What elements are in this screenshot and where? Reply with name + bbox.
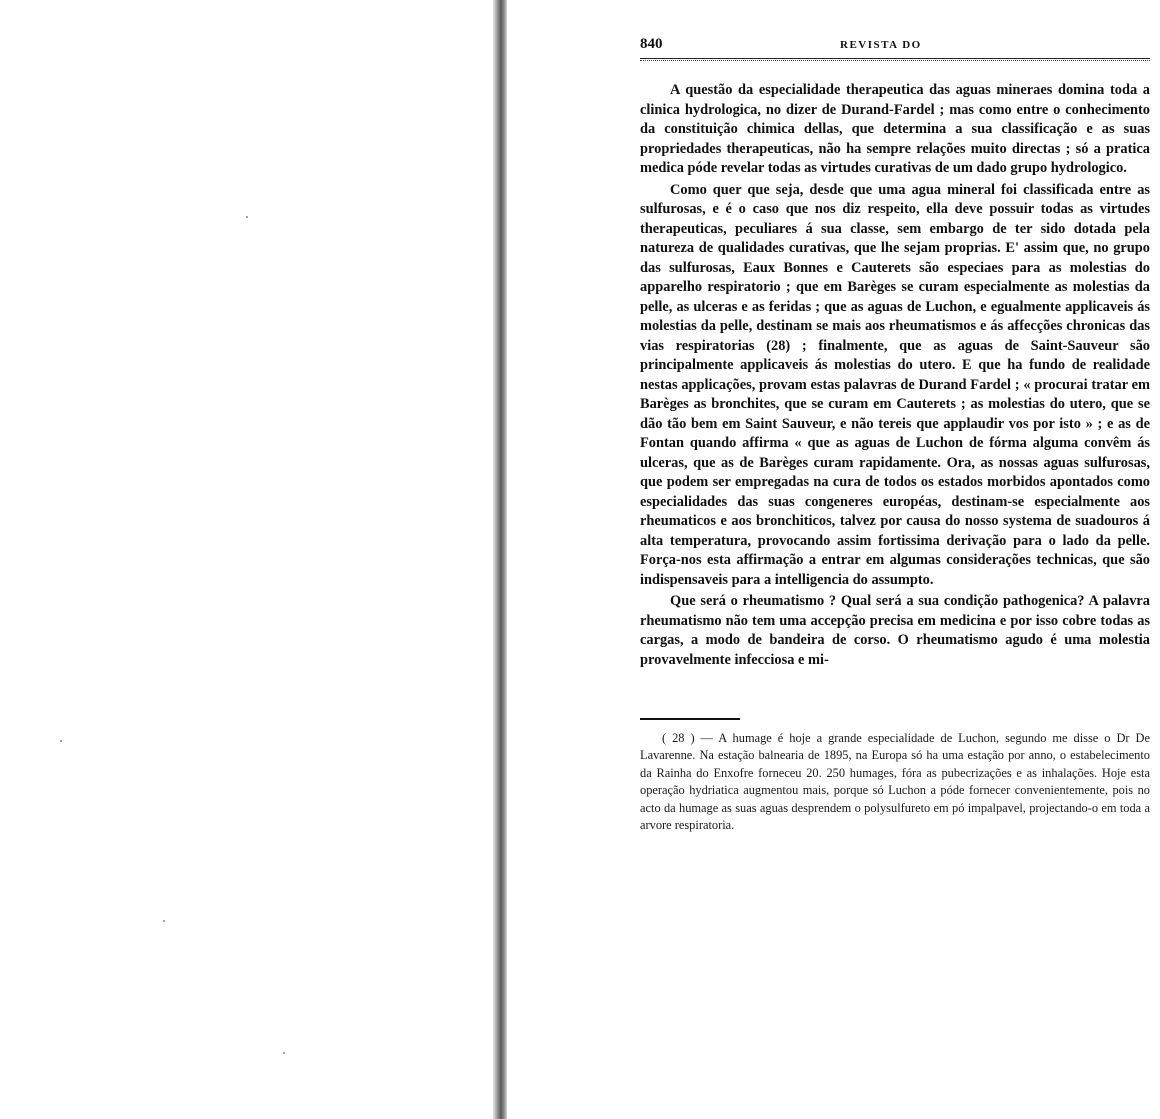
header-rule bbox=[640, 58, 1150, 61]
book-gutter bbox=[493, 0, 507, 1119]
footnote: ( 28 ) — A humage é hoje a grande especialidade de Luchon, segundo me disse o Dr De Lavarenne. Na estação balnearia de 1895, na Europa só ha uma estação por anno, o estabelecimento da Rainha do Enxofre forneceu 20. 250 humages, fóra as pubecrizações e as inhalações. Hoje esta operação hydriatica augmentou mais, porque só Luchon a póde fornecer convenientemente, pois no acto da humage as suas aguas desprendem o polysulfureto em pó impalpavel, projectando-o em toda a arvore respiratoria. bbox=[640, 731, 1150, 833]
right-page bbox=[640, 36, 1150, 834]
running-head bbox=[640, 36, 1150, 54]
page-number: 840 bbox=[640, 36, 663, 52]
journal-title: REVISTA DO bbox=[840, 39, 922, 51]
paragraph: Que será o rheumatismo ? Qual será a sua condição pathogenica? A palavra rheumatismo não tem uma accepção precisa em medicina e por isso cobre todas as cargas, a modo de bandeira de corso. O rheumatismo agudo é uma molestia provavelmente infecciosa e mi- bbox=[640, 593, 1150, 668]
footnote-rule bbox=[640, 718, 740, 720]
paragraph: Como quer que seja, desde que uma agua mineral foi classificada entre as sulfurosas, e é o caso que nos diz respeito, ella deve possuir todas as virtudes therapeuticas, peculiares á sua classe, sem embargo de ter sido dotada pela natureza de qualidades curativas, que lhe sejam proprias. E' assim que, no grupo das sulfurosas, Eaux Bonnes e Cauterets são especiaes para as molestias do apparelho respiratorio ; que em Barèges se curam especialmente as molestias da pelle, as ulceras e as feridas ; que as aguas de Luchon, e egualmente applicaveis ás molestias da pelle, destinam se mais aos rheumatismos e ás affecções chronicas das vias respiratorias (28) ; finalmente, que as aguas de Saint-Sauveur são principalmente applicaveis ás molestias do utero. E que ha fundo de realidade nestas applicações, provam estas palavras de Durand Fardel ; « procurai tratar em Barèges as bronchites, que se curam em Cauterets ; as molestias do utero, que se dão tão bem em Saint Sauveur, e não tereis que applaudir vos por isto » ; e as de Fontan quando affirma « que as aguas de Luchon de fórma alguma convêm ás ulceras, que as de Barèges curam rapidamente. Ora, as nossas aguas sulfurosas, que podem ser empregadas na cura de todos os estados morbidos apontados como especialidades das suas congeneres européas, destinam-se especialmente aos rheumaticos e aos bronchiticos, talvez por causa do nosso systema de suadouros á alta temperatura, provocando assim fortissima derivação para o lado da pelle. Força-nos esta affirmação a entrar em algumas considerações technicas, que são indispensaveis para a intelligencia do assumpto. bbox=[640, 181, 1150, 588]
body-text bbox=[640, 81, 1150, 670]
paragraph: A questão da especialidade therapeutica das aguas mineraes domina toda a clinica hydrologica, no dizer de Durand-Fardel ; mas como entre o conhecimento da constituição chimica dellas, que determina a sua classificação e as suas propriedades therapeuticas, não ha sempre relações muito directas ; só a pratica medica póde revelar todas as virtudes curativas de um dado grupo hydrologico. bbox=[640, 82, 1150, 176]
